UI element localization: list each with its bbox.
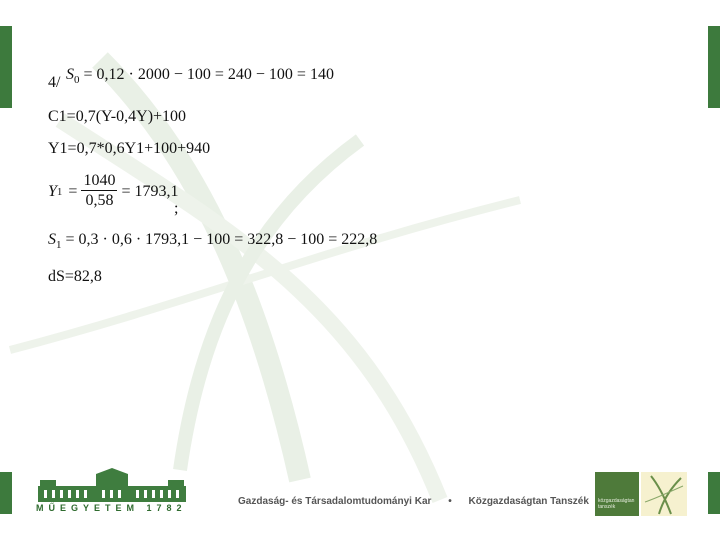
faculty-name: Gazdaság- és Társadalomtudományi Kar [238, 496, 432, 507]
var-y: Y [48, 182, 57, 200]
numerator: 1040 [83, 172, 116, 189]
var-sub: 0 [74, 74, 80, 86]
department-logo-text: közgazdaságtan tanszék [598, 498, 635, 510]
department-name: Közgazdaságtan Tanszék [468, 496, 589, 507]
var-s: S [66, 66, 74, 83]
result: = 1793,1 [121, 182, 179, 200]
department-emblem-icon [641, 472, 687, 516]
fraction [81, 172, 117, 211]
equation-y1-fraction: Y 1 = $\frac{1040}{0,58}$ = 1793,1 ; [48, 172, 179, 217]
accent-bar-bottom-left [0, 472, 12, 514]
equation-text: = 0,3 · 0,6 · 1793,1 − 100 = 322,8 − 100 = 222,8 [65, 231, 378, 248]
equation-c1: C1=0,7(Y-0,4Y)+100 [48, 108, 187, 125]
accent-bar-bottom-right [708, 472, 720, 514]
accent-bar-top-left [0, 26, 12, 108]
equation-s1 [48, 231, 377, 251]
equation-text: = 0,12 · 2000 − 100 = 240 − 100 = 140 [83, 66, 334, 83]
footer-separator: • [448, 496, 452, 507]
item-label: 4/ [48, 74, 61, 91]
semicolon: ; [174, 200, 179, 217]
var-sub: 1 [56, 239, 62, 251]
footer-text [238, 496, 589, 507]
university-caption: MŰEGYETEM 1782 [36, 503, 187, 513]
accent-bar-top-right [708, 26, 720, 108]
denominator: 0,58 [85, 192, 114, 209]
var-s: S [48, 231, 56, 248]
equation-y1: Y1=0,7*0,6Y1+100+940 [48, 140, 211, 157]
equation-ds: dS=82,8 [48, 268, 102, 285]
var-sub: 1 [56, 185, 63, 198]
